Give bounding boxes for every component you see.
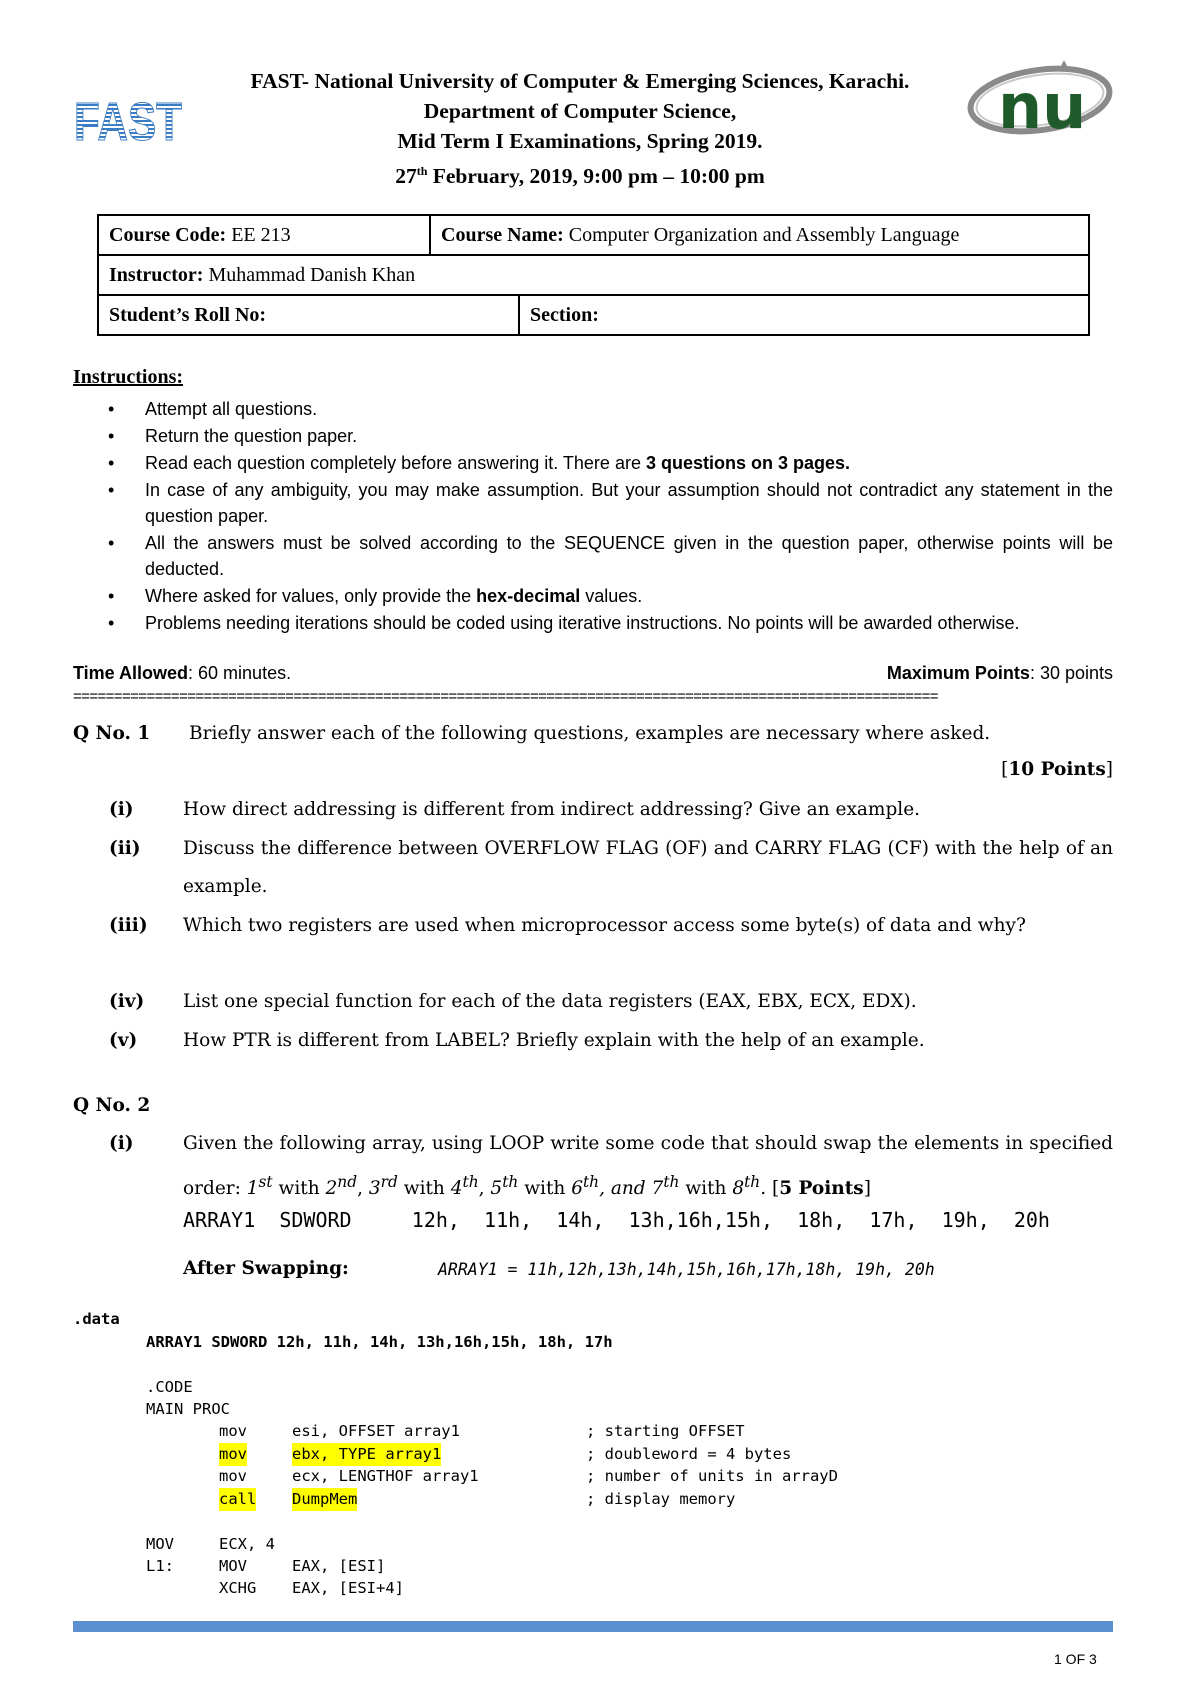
code-main-proc: MAIN PROC bbox=[146, 1400, 230, 1418]
university-name: FAST- National University of Computer & Emerging Sciences, Karachi. bbox=[250, 69, 910, 93]
code-line-5-operands: ECX, 4 bbox=[219, 1535, 275, 1553]
list-item: • Read each question completely before answering it. There are 3 questions on 3 pages. bbox=[108, 453, 851, 473]
code-line-3-operands: ecx, LENGTHOF array1 bbox=[292, 1467, 479, 1485]
instructions-title: Instructions: bbox=[73, 366, 184, 388]
nu-logo bbox=[968, 58, 1118, 148]
code-line-6-instr: MOV bbox=[219, 1557, 247, 1575]
separator-line: ========================================================================================================== bbox=[73, 688, 938, 705]
fast-logo bbox=[72, 92, 184, 152]
code-line-4-comment: ; display memory bbox=[586, 1490, 736, 1508]
list-item: • In case of any ambiguity, you may make assumption. But your assumption should not contradict any statement in the question paper. bbox=[108, 480, 1113, 526]
list-item: • Attempt all questions. bbox=[108, 399, 318, 419]
code-line-4-instr: call bbox=[219, 1488, 256, 1511]
code-array-line: ARRAY1 SDWORD 12h, 11h, 14h, 13h,16h,15h, 18h, 17h bbox=[146, 1333, 613, 1351]
code-line-7-operands: EAX, [ESI+4] bbox=[292, 1579, 404, 1597]
code-line-1-instr: mov bbox=[219, 1422, 247, 1440]
section-cell: Section: bbox=[519, 295, 1089, 335]
course-info-table bbox=[97, 214, 1090, 336]
question-label: Q No. 1 bbox=[73, 723, 151, 744]
code-line-1-comment: ; starting OFFSET bbox=[586, 1422, 745, 1440]
code-data-directive: .data bbox=[73, 1310, 120, 1328]
after-swapping-value: ARRAY1 = 11h,12h,13h,14h,15h,16h,17h,18h, 19h, 20h bbox=[438, 1260, 935, 1279]
footer-bar bbox=[73, 1621, 1113, 1632]
code-line-2-operands: ebx, TYPE array1 bbox=[292, 1443, 441, 1466]
question-2 bbox=[73, 1094, 1113, 1118]
code-line-3-instr: mov bbox=[219, 1467, 247, 1485]
time-allowed-row bbox=[73, 663, 1113, 684]
list-item: • Problems needing iterations should be coded using iterative instructions. No points will be awarded otherwise. bbox=[108, 613, 1020, 633]
code-line-5-instr: MOV bbox=[146, 1535, 174, 1553]
code-line-2-comment: ; doubleword = 4 bytes bbox=[586, 1445, 792, 1463]
roll-no-cell: Student’s Roll No: bbox=[98, 295, 519, 335]
after-swapping-label: After Swapping: bbox=[183, 1258, 349, 1279]
list-item: • Return the question paper. bbox=[108, 426, 358, 446]
code-line-1-operands: esi, OFFSET array1 bbox=[292, 1422, 460, 1440]
code-line-3-comment: ; number of units in arrayD bbox=[586, 1467, 838, 1485]
array-declaration: ARRAY1 SDWORD 12h, 11h, 14h, 13h,16h,15h, 18h, 17h, 19h, 20h bbox=[183, 1208, 1050, 1232]
department-name: Department of Computer Science, bbox=[423, 99, 737, 123]
code-line-4-operands: DumpMem bbox=[292, 1488, 357, 1511]
svg-text:FAST: FAST bbox=[74, 92, 183, 152]
code-code-directive: .CODE bbox=[146, 1378, 193, 1396]
question-1 bbox=[73, 722, 1113, 746]
instructor-cell: Instructor: Muhammad Danish Khan bbox=[98, 255, 1089, 295]
maximum-points: Maximum Points: 30 points bbox=[886, 663, 1113, 683]
code-line-6-operands: EAX, [ESI] bbox=[292, 1557, 386, 1575]
exam-date: 27th February, 2019, 9:00 pm – 10:00 pm bbox=[395, 164, 765, 189]
page-number: 1 OF 3 bbox=[1054, 1651, 1097, 1667]
list-item: • Where asked for values, only provide the hex-decimal values. bbox=[108, 586, 643, 606]
exam-header bbox=[200, 66, 960, 191]
svg-text:nu: nu bbox=[998, 70, 1087, 143]
code-line-2-instr: mov bbox=[219, 1443, 247, 1466]
course-code-cell: Course Code: EE 213 bbox=[98, 215, 430, 255]
question-label: Q No. 2 bbox=[73, 1095, 151, 1116]
code-line-6-label: L1: bbox=[146, 1557, 174, 1575]
course-name-cell: Course Name: Computer Organization and Assembly Language bbox=[430, 215, 1089, 255]
instructions-list bbox=[73, 396, 1113, 637]
code-line-7-instr: XCHG bbox=[219, 1579, 257, 1597]
list-item: • All the answers must be solved according to the SEQUENCE given in the question paper, otherwise points will be deducted. bbox=[108, 533, 1113, 579]
question-text: Briefly answer each of the following questions, examples are necessary where asked. bbox=[189, 723, 991, 744]
time-allowed: Time Allowed: 60 minutes. bbox=[73, 663, 292, 683]
exam-title: Mid Term I Examinations, Spring 2019. bbox=[397, 129, 763, 153]
